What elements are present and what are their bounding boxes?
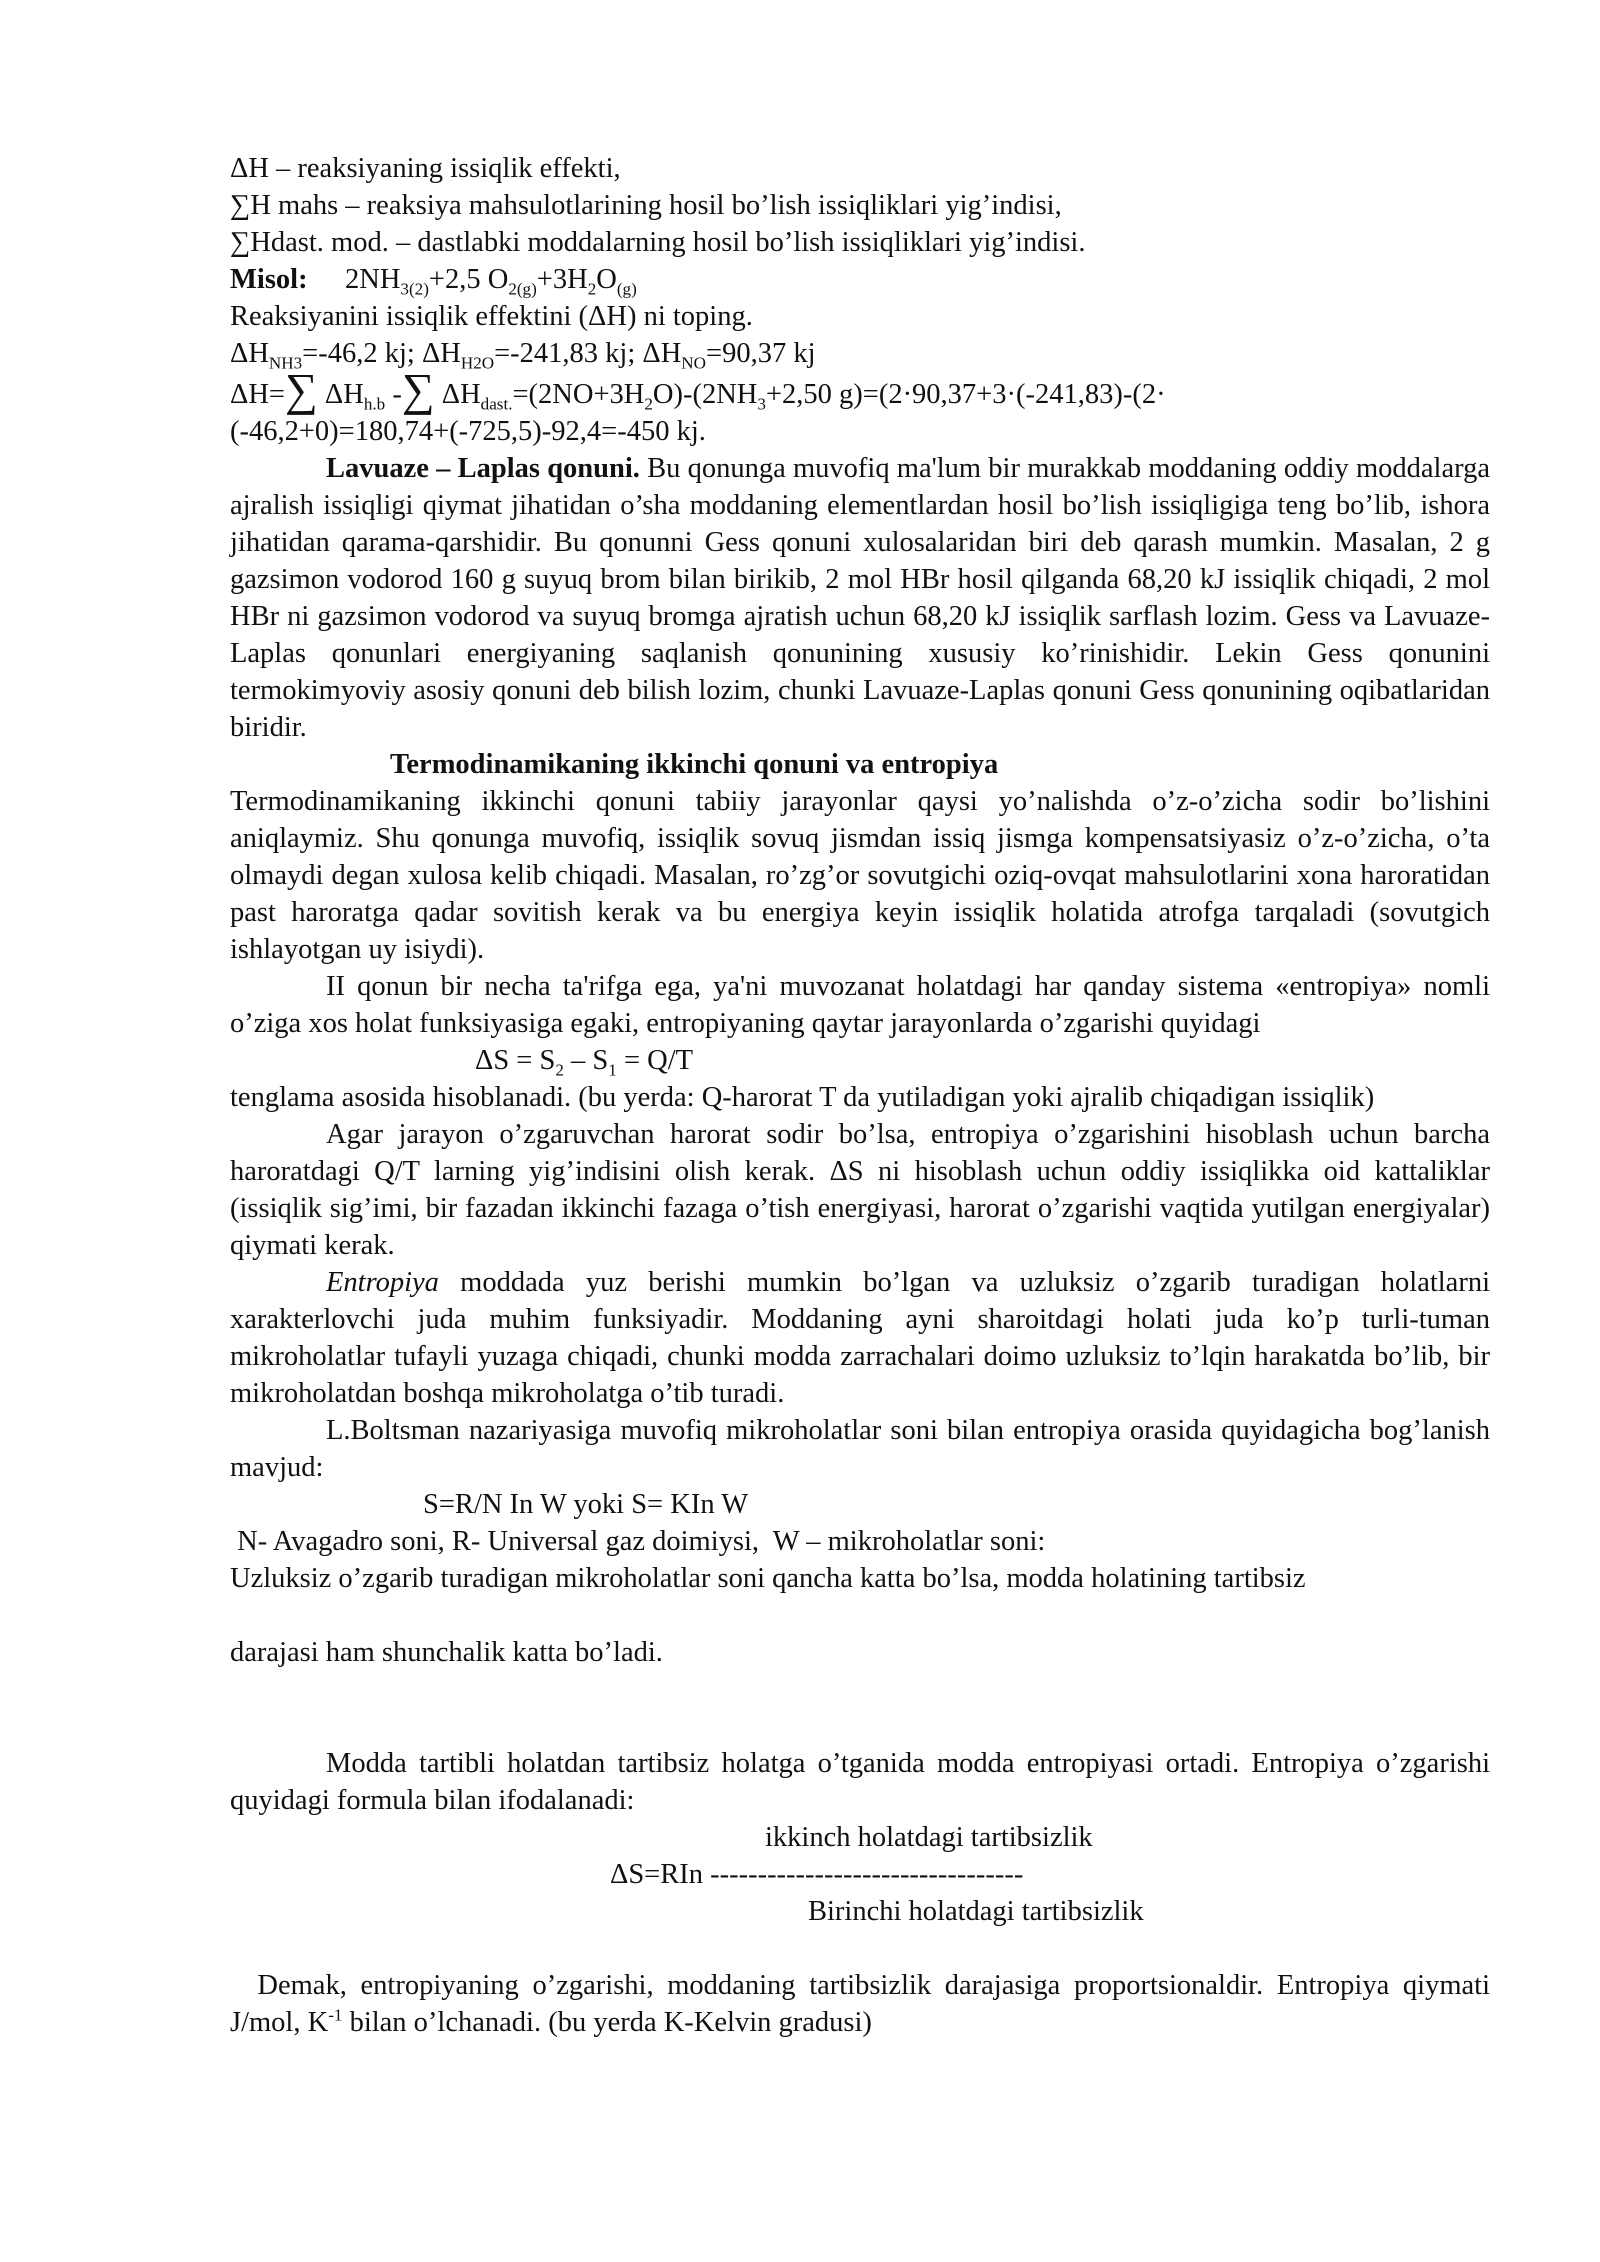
sigma-symbol: ∑: [401, 364, 435, 415]
spacer: [230, 1671, 1490, 1745]
fraction-formula: ΔS=RIn ---------------------------------: [610, 1859, 1024, 1890]
paragraph: Agar jarayon o’zgaruvchan harorat sodir bo’lsa, entropiya o’zgarishini hisoblash uchun barcha haroratdagi Q/T larning yig’indisini olish kerak. ΔS ni hisoblash uchun oddiy issiqlikka oid kattaliklar (issiqlik sig’imi, bir fazadan ikkinchi fazaga o’tish energiyasi, harorat o’zgarishi vaqtida yutilgan energiyalar) qiymati kerak.: [230, 1119, 1490, 1261]
document-body: [230, 150, 1498, 2041]
definition-line: ΔH – reaksiyaning issiqlik effekti,: [230, 153, 621, 184]
paragraph: L.Boltsman nazariyasiga muvofiq mikroholatlar soni bilan entropiya orasida quyidagicha bog’lanish mavjud:: [230, 1415, 1490, 1483]
definition-line: ∑H mahs – reaksiya mahsulotlarining hosil bo’lish issiqliklari yig’indisi,: [230, 190, 1062, 221]
spacer: [230, 1597, 1490, 1634]
example-task: Reaksiyanini issiqlik effektini (ΔH) ni toping.: [230, 301, 753, 332]
spacer: [230, 1930, 1490, 1967]
paragraph: tenglama asosida hisoblanadi. (bu yerda: Q-harorat T da yutiladigan yoki ajralib chiqadigan issiqlik): [230, 1082, 1375, 1113]
paragraph: darajasi ham shunchalik katta bo’ladi.: [230, 1637, 663, 1668]
fraction-denominator: Birinchi holatdagi tartibsizlik: [808, 1896, 1144, 1927]
paragraph: Modda tartibli holatdan tartibsiz holatga o’tganida modda entropiyasi ortadi. Entropiya o’zgarishi quyidagi formula bilan ifodalanadi:: [230, 1748, 1490, 1816]
example-label: Misol:: [230, 264, 308, 295]
section-heading: Termodinamikaning ikkinchi qonuni va entropiya: [390, 749, 999, 780]
paragraph: Uzluksiz o’zgarib turadigan mikroholatlar soni qancha katta bo’lsa, modda holatining tartibsiz: [230, 1563, 1306, 1594]
enthalpy-values: $\Delta H_{NH3}=-46,2$ kj; $\Delta H_{H2O}=-241,83$ kj; $\Delta H_{NO}=90,37$ kj: [230, 338, 816, 373]
entropy-term: Entropiya: [326, 1267, 439, 1298]
fraction-numerator: ikkinch holatdagi tartibsizlik: [765, 1822, 1093, 1853]
paragraph: II qonun bir necha ta'rifga ega, ya'ni muvozanat holatdagi har qanday sistema «entropiya» nomli o’ziga xos holat funksiyasiga egaki, entropiyaning qaytar jarayonlarda o’zgarishi quyidagi: [230, 971, 1490, 1039]
entropy-paragraph: Entropiya moddada yuz berishi mumkin bo’lgan va uzluksiz o’zgarib turadigan holatlarni xarakterlovchi juda muhim funksiyadir. Moddaning ayni sharoitdagi holati juda ko’p turli-tuman mikroholatlar tufayli yuzaga chiqadi, chunki modda zarrachalari doimo uzluksiz to’lqin harakatda bo’lib, bir mikroholatdan boshqa mikroholatga o’tib turadi.: [230, 1267, 1490, 1409]
enthalpy-calculation-result: (-46,2+0)=180,74+(-725,5)-92,4=-450 kj.: [230, 416, 706, 447]
example-equation: Misol: $2NH_{3(2)}+2,5$ $O_{2(g)}+3H_2O_{(g)}$: [230, 261, 1490, 298]
enthalpy-calculation: ΔH=∑ $\Delta H_{h.b}$ -∑ $\Delta H_{dast.}=(2NO+3H_2O)-(2NH_3+2,50$ g)=(2·90,37+3·(-241,83)-(2·: [230, 364, 1166, 415]
sigma-symbol: ∑: [284, 364, 318, 415]
entropy-formula: $\Delta S = S_2 - S_1 = Q/T$: [475, 1045, 694, 1080]
boltzmann-formula: S=R/N In W yoki S= KIn W: [423, 1489, 749, 1520]
paragraph: Termodinamikaning ikkinchi qonuni tabiiy jarayonlar qaysi yo’nalishda o’z-o’zicha sodir bo’lishini aniqlaymiz. Shu qonunga muvofiq, issiqlik sovuq jismdan issiq jismga kompensatsiyasiz o’z-o’zicha, o’ta olmaydi degan xulosa kelib chiqadi. Masalan, ro’zg’or sovutgichi oziq-ovqat mahsulotlarini xona haroratidan past haroratga qadar sovitish kerak va bu energiya keyin issiqlik holatida atrofga tarqaladi (sovutgich ishlayotgan uy isiydi).: [230, 786, 1490, 965]
lavuaze-title: Lavuaze – Laplas qonuni.: [326, 453, 640, 484]
definition-line: ∑Hdast. mod. – dastlabki moddalarning hosil bo’lish issiqliklari yig’indisi.: [230, 227, 1086, 258]
paragraph: Demak, entropiyaning o’zgarishi, moddaning tartibsizlik darajasiga proportsionaldir. Entropiya qiymati J/mol, $K^{-1}$ bilan o’lchanadi. (bu yerda K-Kelvin gradusi): [230, 1970, 1498, 2038]
lavuaze-paragraph: Lavuaze – Laplas qonuni. Bu qonunga muvofiq ma'lum bir murakkab moddaning oddiy moddalarga ajralish issiqligi qiymat jihatidan o’sha moddaning elementlardan hosil bo’lish issiqligiga teng bo’lib, ishora jihatidan qarama-qarshidir. Bu qonunni Gess qonuni xulosalaridan biri deb qarash mumkin. Masalan, 2 g gazsimon vodorod 160 g suyuq brom bilan birikib, 2 mol HBr hosil qilganda 68,20 kJ issiqlik chiqadi, 2 mol HBr ni gazsimon vodorod va suyuq bromga ajratish uchun 68,20 kJ issiqlik sarflash lozim. Gess va Lavuaze-Laplas qonunlari energiyaning saqlanish qonunining xususiy ko’rinishidir. Lekin Gess qonunini termokimyoviy asosiy qonuni deb bilish lozim, chunki Lavuaze-Laplas qonuni Gess qonunining oqibatlaridan biridir.: [230, 453, 1490, 743]
formula-legend: N- Avagadro soni, R- Universal gaz doimiysi, W – mikroholatlar soni:: [230, 1526, 1046, 1557]
